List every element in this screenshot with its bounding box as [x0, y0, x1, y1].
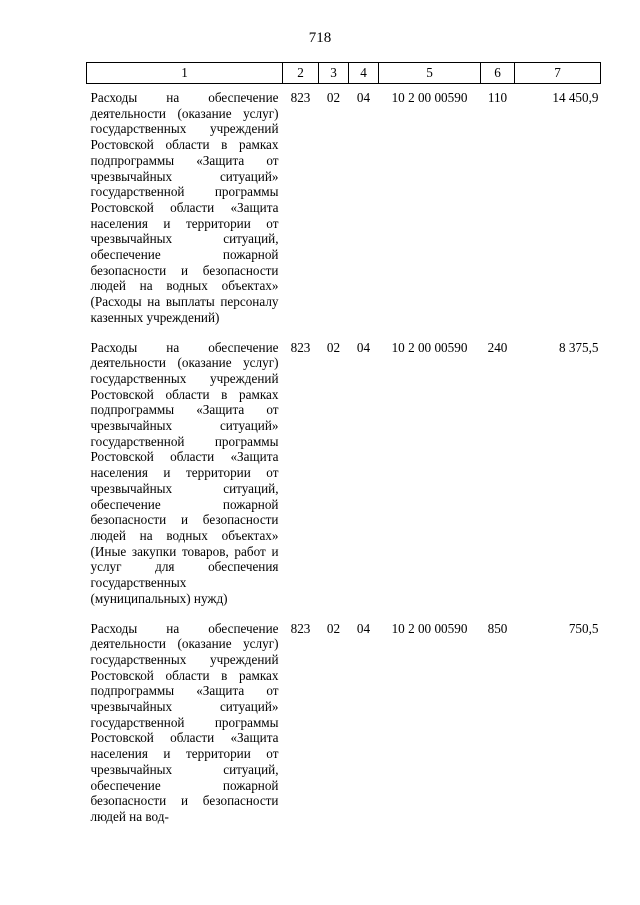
cell-target-article: 10 2 00 00590	[391, 339, 468, 355]
cell-expense-type: 240	[487, 339, 508, 355]
cell-amount: 14 450,9	[552, 90, 599, 105]
column-header: 6	[481, 63, 515, 84]
cell-section-code: 02	[326, 620, 341, 636]
row-description-cell	[87, 615, 283, 825]
cell-amount: 750,5	[568, 620, 599, 636]
row-description-cell	[87, 84, 283, 334]
cell-section-code: 02	[326, 90, 341, 105]
row-description: Расходы на обеспечение деятельности (оказание услуг) государственных учреждений Ростовской области в рамках подпрограммы «Защита от чрезвычайных ситуаций» государственной программы Ростовской области «Защита населения и территории от чрезвычайных ситуаций, обеспечение пожарной безопасности и безопасности людей на вод-	[90, 620, 279, 824]
column-header: 2	[283, 63, 319, 84]
page-number: 718	[308, 30, 332, 46]
cell-ministry-code: 823	[290, 339, 311, 355]
column-header: 4	[349, 63, 379, 84]
cell-subsection-code: 04	[356, 90, 371, 105]
budget-table	[86, 62, 601, 825]
column-header-row	[87, 63, 601, 84]
table-row	[87, 334, 601, 615]
row-description: Расходы на обеспечение деятельности (оказание услуг) государственных учреждений Ростовской области в рамках подпрограммы «Защита от чрезвычайных ситуаций» государственной программы Ростовской области «Защита населения и территории от чрезвычайных ситуаций, обеспечение пожарной безопасности и безопасности людей на водных объектах» (Расходы на выплаты персоналу казенных учреждений)	[90, 90, 279, 325]
cell-expense-type: 850	[487, 620, 508, 636]
row-description-cell	[87, 334, 283, 615]
cell-target-article: 10 2 00 00590	[391, 90, 468, 105]
table-row	[87, 84, 601, 334]
column-header: 3	[319, 63, 349, 84]
cell-section-code: 02	[326, 339, 341, 355]
row-description: Расходы на обеспечение деятельности (оказание услуг) государственных учреждений Ростовской области в рамках подпрограммы «Защита от чрезвычайных ситуаций» государственной программы Ростовской области «Защита населения и территории от чрезвычайных ситуаций, обеспечение пожарной безопасности и безопасности людей на водных объектах» (Иные закупки товаров, работ и услуг для обеспечения государственных (муниципальных) нужд)	[90, 339, 279, 606]
cell-ministry-code: 823	[290, 90, 311, 105]
table-row	[87, 615, 601, 825]
cell-ministry-code: 823	[290, 620, 311, 636]
cell-target-article: 10 2 00 00590	[391, 620, 468, 636]
column-header: 1	[87, 63, 283, 84]
cell-subsection-code: 04	[356, 620, 371, 636]
column-header: 5	[379, 63, 481, 84]
column-header: 7	[515, 63, 601, 84]
cell-amount: 8 375,5	[558, 339, 599, 355]
cell-subsection-code: 04	[356, 339, 371, 355]
cell-expense-type: 110	[487, 90, 508, 105]
